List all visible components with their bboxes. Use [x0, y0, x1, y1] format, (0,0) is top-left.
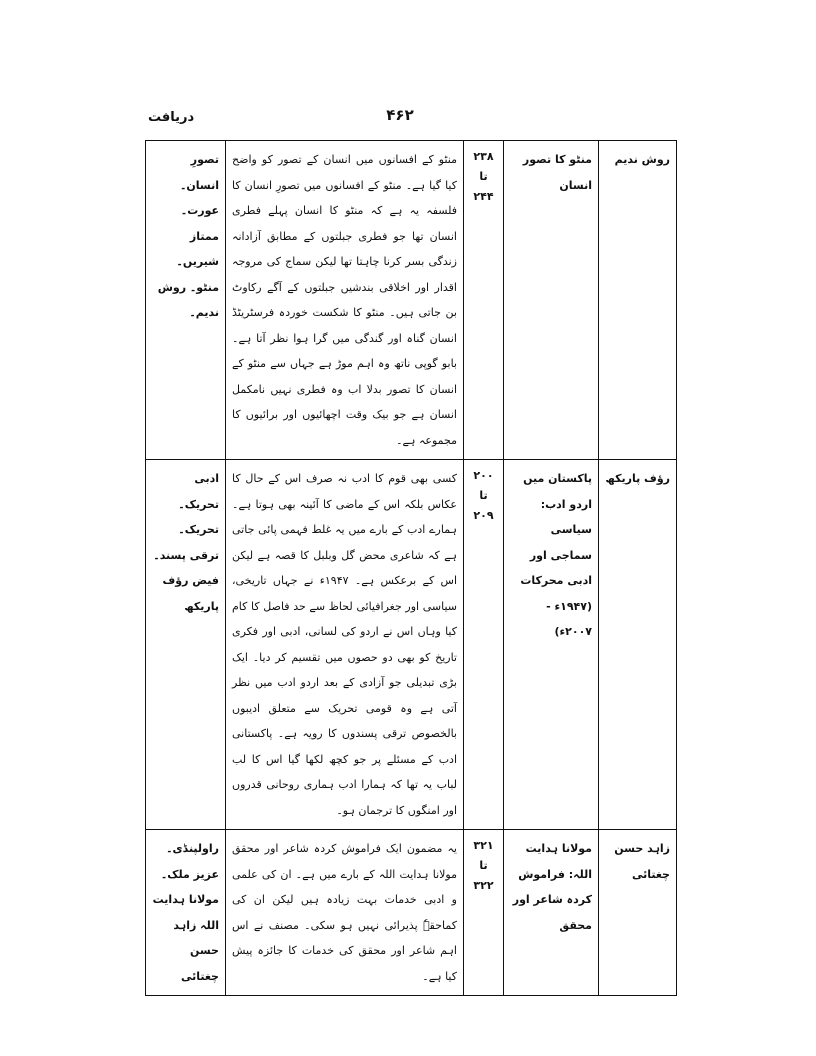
table-row: [146, 460, 677, 830]
summary-cell: یہ مضمون ایک فراموش کردہ شاعر اور محقق مولانا ہدایت اللہ کے بارے میں ہے۔ ان کی علمی و ادبی خدمات بہت زیادہ ہیں لیکن ان کی کماحقہٗ پذیرائی نہیں ہو سکی۔ مصنف نے اس اہم شاعر اور محقق کی خدمات کا جائزہ پیش کیا ہے۔: [226, 830, 464, 996]
keywords-cell: ادبی تحریک۔ تحریک۔ ترقی پسند۔ فیض رؤف پاریکھ: [146, 460, 226, 830]
pages-cell: [464, 460, 504, 830]
index-table: [145, 140, 677, 996]
title-cell: مولانا ہدایت اللہ: فراموش کردہ شاعر اور محقق: [504, 830, 599, 996]
title-cell: منٹو کا تصور انسان: [504, 141, 599, 460]
page-to: تا: [479, 489, 488, 502]
table-row: [146, 141, 677, 460]
pages-cell: [464, 830, 504, 996]
page-end: ۲۰۹: [473, 509, 494, 522]
title-cell: پاکستان میں اردو ادب: سیاسی سماجی اور ادبی محرکات (۱۹۴۷ء - ۲۰۰۷ء): [504, 460, 599, 830]
page-start: ۲۰۰: [473, 469, 494, 482]
author-cell: رؤف پاریکھ: [599, 460, 677, 830]
page-end: ۲۴۴: [473, 190, 494, 203]
page-to: تا: [479, 170, 488, 183]
keywords-cell: راولپنڈی۔ عزیز ملک۔ مولانا ہدایت اللہ زاہد حسن چغتائی: [146, 830, 226, 996]
page-end: ۳۲۲: [473, 879, 494, 892]
pages-cell: [464, 141, 504, 460]
author-cell: روش ندیم: [599, 141, 677, 460]
page-start: ۲۳۸: [473, 150, 494, 163]
summary-cell: منٹو کے افسانوں میں انسان کے تصور کو واضح کیا گیا ہے۔ منٹو کے افسانوں میں تصورِ انسان کا فلسفہ یہ ہے کہ منٹو کا انسان پہلے فطری انسان تھا جو فطری جبلتوں کے مطابق آزادانہ زندگی بسر کرنا چاہتا تھا لیکن سماج کی مروجہ اقدار اور اخلاقی بندشیں جبلتوں کے آگے رکاوٹ بن جاتی ہیں۔ منٹو کا شکست خوردہ فرسٹریٹڈ انسان گناہ اور گندگی میں گرا ہوا نظر آتا ہے۔ بابو گوپی ناتھ وہ اہم موڑ ہے جہاں سے منٹو کے انسان کا تصور بدلا اب وہ فطری نہیں نامکمل انسان ہے جو بیک وقت اچھائیوں اور برائیوں کا مجموعہ ہے۔: [226, 141, 464, 460]
keywords-cell: تصورِ انسان۔ عورت۔ ممتاز شیریں۔ منٹو۔ روش ندیم۔: [146, 141, 226, 460]
page-to: تا: [479, 859, 488, 872]
table-row: [146, 830, 677, 996]
author-cell: زاہد حسن چغتائی: [599, 830, 677, 996]
journal-name: دریافت: [148, 110, 195, 125]
page-start: ۳۲۱: [473, 839, 494, 852]
summary-cell: کسی بھی قوم کا ادب نہ صرف اس کے حال کا عکاس بلکہ اس کے ماضی کا آئینہ بھی ہوتا ہے۔ ہمارے ادب کے بارے میں یہ غلط فہمی پائی جاتی ہے کہ شاعری محض گل وبلبل کا قصہ ہے لیکن اس کے برعکس ہے۔ ۱۹۴۷ء نے جہاں تاریخی، سیاسی اور جغرافیائی لحاظ سے حد فاصل کا کام کیا وہاں اس نے اردو کی لسانی، ادبی اور فکری تاریخ کو بھی دو حصوں میں تقسیم کر دیا۔ ایک بڑی تبدیلی جو آزادی کے بعد اردو ادب میں نظر آتی ہے وہ قومی تحریک سے متعلق ادیبوں بالخصوص ترقی پسندوں کا رویہ ہے۔ پاکستانی ادب کے مسئلے پر جو کچھ لکھا گیا اس کا لب لباب یہ تھا کہ ہمارا ادب ہماری روحانی قدروں اور امنگوں کا ترجمان ہو۔: [226, 460, 464, 830]
page-number: ۴۶۲: [386, 106, 414, 124]
